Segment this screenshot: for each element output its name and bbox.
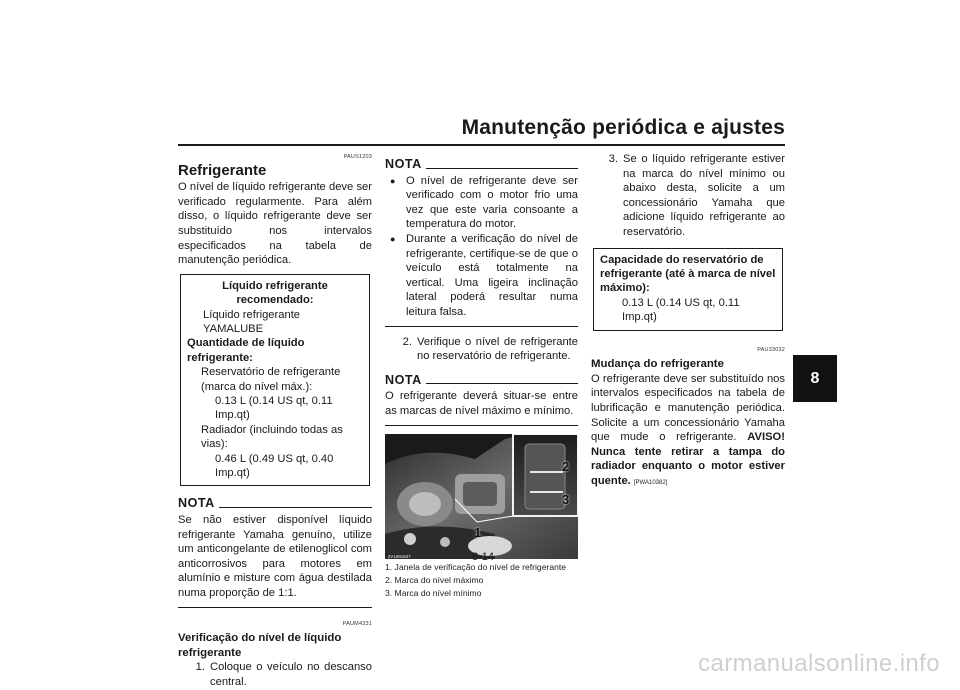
nota-heading-2 — [385, 157, 578, 172]
column-1 — [178, 150, 372, 690]
nota-end-rule-3 — [385, 425, 578, 426]
nota-heading-3 — [385, 373, 578, 388]
column-2 — [385, 157, 578, 600]
header-rule — [178, 144, 785, 146]
nota-label: NOTA — [178, 496, 215, 511]
intro-text: O nível de líquido refrigerante deve ser verificado regularmente. Para além disso, o líquido refrigerante deve ser substituído nos intervalos especificados na tabela de manutenção periódica. — [178, 181, 372, 267]
spec-radiator-value: 0.46 L (0.49 US qt, 0.40 Imp.qt) — [215, 452, 334, 480]
nota-text: Se não estiver disponível líquido refrigerante Yamaha genuíno, utilize um anticongelante de etilenoglicol com anticorrosivos para motores em alumínio e misture com água destilada numa proporção de 1:1. — [178, 514, 372, 599]
caption-2: 2. Marca do nível máximo — [385, 574, 484, 585]
step-1-number: 1. — [195, 661, 205, 674]
step-2-text: Verifique o nível de refrigerante no reservatório de refrigerante. — [417, 335, 578, 363]
watermark: carmanualsonline.info — [698, 650, 940, 677]
callout-2: 2 — [562, 458, 570, 474]
step-2-number: 2. — [402, 335, 412, 348]
spec-reservoir-value: 0.13 L (0.14 US qt, 0.11 Imp.qt) — [215, 395, 333, 422]
section-heading: Refrigerante — [178, 161, 267, 179]
subsection-code: PAUM4331 — [342, 620, 372, 627]
callout-3: 3 — [562, 491, 570, 507]
change-text — [591, 372, 785, 491]
change-body: O refrigerante deve ser substituído nos intervalos especificados na tabela de lubrificação e manutenção periódica. Solicite a um concessionário Yamaha que mude o refrigerante. — [591, 372, 785, 444]
step-3-number: 3. — [608, 153, 618, 165]
subsection-code-2: PAU33032 — [757, 346, 785, 353]
callout-1: 1 — [474, 524, 482, 540]
warning-code: [PWA10382] — [633, 479, 668, 486]
step-3 — [591, 152, 785, 240]
coolant-reservoir-figure — [385, 434, 578, 559]
page-number: 8-14 — [472, 551, 495, 563]
nota-bullets — [385, 174, 578, 320]
spec-qty-label: Quantidade de líquido refrigerante: — [187, 337, 305, 364]
nota-end-rule — [178, 607, 372, 608]
step-1-text: Coloque o veículo no descanso central. — [210, 661, 372, 688]
step-3-text: Se o líquido refrigerante estiver na marca do nível mínimo ou abaixo desta, solicite a um concessionário Yamaha que adicione líquido refrigerante ao reservatório. — [623, 153, 785, 238]
figure-captions — [385, 561, 578, 600]
spec-rec-label: Líquido refrigerante recomendado: — [222, 279, 328, 307]
caption-1: 1. Janela de verificação do nível de refrigerante — [385, 561, 567, 572]
subsection-heading-2: Mudança do refrigerante — [591, 358, 724, 371]
caption-3: 3. Marca do nível mínimo — [385, 587, 482, 598]
nota-heading — [178, 496, 372, 511]
nota-label-3: NOTA — [385, 372, 422, 387]
column-3 — [591, 152, 785, 491]
nota-label-2: NOTA — [385, 157, 422, 171]
spec-radiator: Radiador (incluindo todas as vias): — [201, 423, 343, 451]
chapter-tab: 8 — [793, 355, 837, 402]
spec-box — [180, 274, 370, 487]
section-code: PAUS1203 — [343, 154, 372, 160]
spec-rec-value: Líquido refrigerante YAMALUBE — [203, 308, 301, 335]
nota-end-rule-2 — [385, 326, 578, 327]
subsection-heading: Verificação do nível de líquido refrigerante — [178, 632, 342, 659]
warning-text: AVISO! Nunca tente retirar a tampa do radiador enquanto o motor estiver quente. — [591, 431, 785, 487]
step-1 — [178, 660, 372, 689]
capacity-label: Capacidade do reservatório de refrigerante (até à marca de nível máximo): — [600, 253, 776, 295]
spec-reservoir: Reservatório de refrigerante (marca do nível máx.): — [201, 366, 341, 393]
capacity-value: 0.13 L (0.14 US qt, 0.11 Imp.qt) — [622, 296, 740, 324]
step-2 — [385, 335, 578, 364]
capacity-box — [593, 248, 783, 331]
nota-bullet: ● Durante a verificação do nível de refrigerante, certifique-se de que o veículo está totalmente na vertical. Uma ligeira inclinação lateral poderá resultar numa leitura falsa. — [385, 232, 578, 320]
page-title: Manutenção periódica e ajustes — [461, 116, 785, 139]
nota-text-3: O refrigerante deverá situar-se entre as marcas de nível máximo e mínimo. — [385, 390, 578, 417]
coolant-reservoir-photo — [385, 434, 578, 559]
nota-bullet: ● O nível de refrigerante deve ser verificado com o motor frio uma vez que este varia consoante a temperatura do motor. — [385, 174, 578, 232]
figure-code: ZAUM1847 — [388, 553, 411, 559]
